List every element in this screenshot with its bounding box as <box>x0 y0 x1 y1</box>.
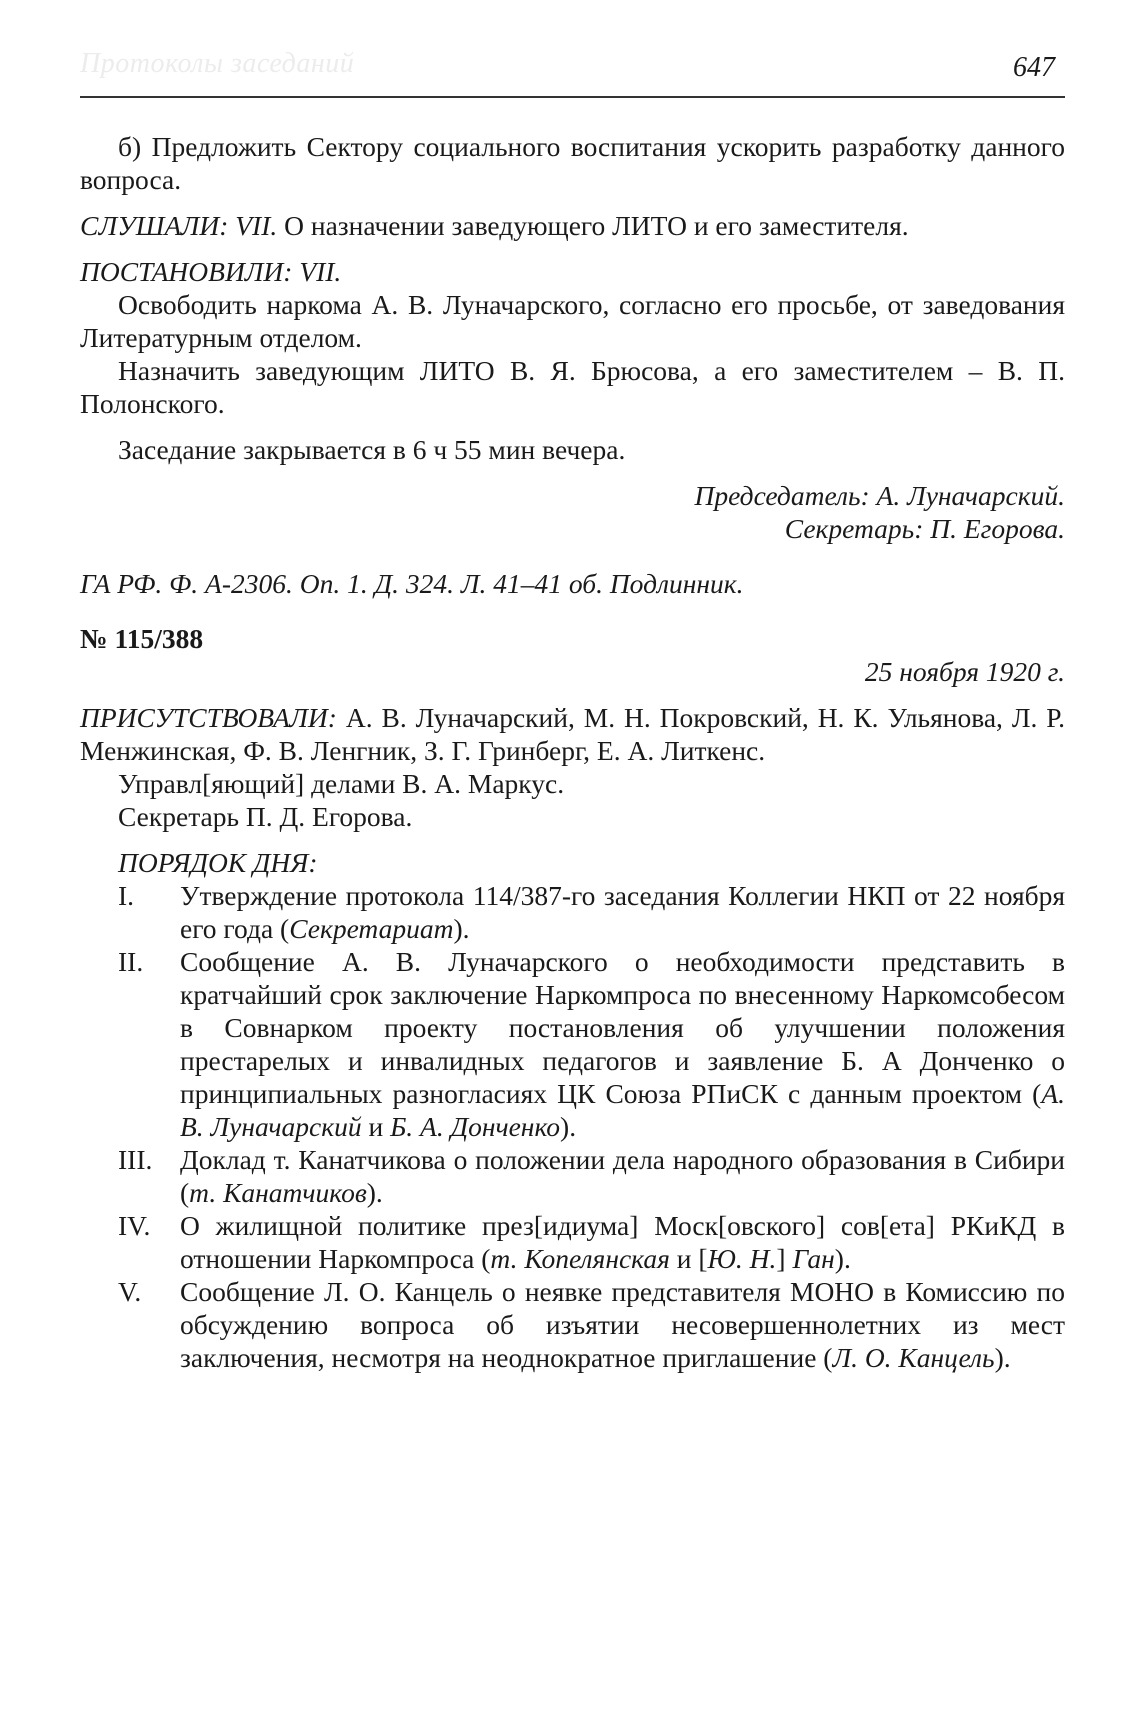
page-body <box>80 130 1065 1374</box>
secretary-signature: Секретарь: П. Егорова. <box>784 513 1065 544</box>
document-page <box>80 0 1065 1723</box>
header-rule <box>80 96 1065 98</box>
present-text: А. В. Луначарский, М. Н. Покровский, Н. К. Ульянова, Л. Р. Менжинская, Ф. В. Ленгник, З. Г. Гринберг, Е. А. Литкенс. <box>80 702 1065 766</box>
agenda-text: Сообщение Л. О. Канцель о неявке представителя МОНО в Комиссию по обсуждению вопроса об изъятии несовершеннолетних из мест заключения, несмотря на неоднократное приглашение (Л. О. Канцель). <box>180 1276 1065 1373</box>
agenda-number: IV. <box>118 1210 151 1241</box>
secretary-line: Секретарь П. Д. Егорова. <box>118 801 413 832</box>
agenda-label: ПОРЯДОК ДНЯ: <box>118 847 318 878</box>
agenda-item <box>80 945 1065 1143</box>
agenda-number: I. <box>118 880 135 911</box>
present-label: ПРИСУТСТВОВАЛИ: <box>80 702 337 733</box>
agenda-number: III. <box>118 1144 153 1175</box>
decided-paragraph-1: Освободить наркома А. В. Луначарского, согласно его просьбе, от заведования Литературным отделом. <box>80 289 1065 353</box>
document-date: 25 ноября 1920 г. <box>864 656 1065 687</box>
item-b-paragraph: б) Предложить Сектору социального воспитания ускорить разработку данного вопроса. <box>80 131 1065 195</box>
agenda-number: V. <box>118 1276 142 1307</box>
heard-vii <box>80 209 1065 242</box>
agenda-text: Доклад т. Канатчикова о положении дела народного образования в Сибири (т. Канатчиков). <box>180 1144 1065 1208</box>
chair-signature: Председатель: А. Луначарский. <box>694 480 1065 511</box>
decided-paragraph-2: Назначить заведующим ЛИТО В. Я. Брюсова, а его заместителем – В. П. Полонского. <box>80 355 1065 419</box>
agenda-item <box>80 879 1065 945</box>
agenda-text: Утверждение протокола 114/387-го заседания Коллегии НКП от 22 ноября его года (Секретариат). <box>180 880 1065 944</box>
agenda-item <box>80 1275 1065 1374</box>
agenda-number: II. <box>118 946 144 977</box>
agenda-item <box>80 1143 1065 1209</box>
agenda-item <box>80 1209 1065 1275</box>
page-number: 647 <box>1013 52 1055 83</box>
agenda-text: О жилищной политике през[идиума] Моск[овского] сов[ета] РКиКД в отношении Наркомпроса (т. Копелянская и [Ю. Н.] Ган). <box>180 1210 1065 1274</box>
closing-line: Заседание закрывается в 6 ч 55 мин вечера. <box>118 434 626 465</box>
running-title: Протоколы заседаний <box>80 48 355 79</box>
heard-text: О назначении заведующего ЛИТО и его заместителя. <box>277 210 909 241</box>
manager-line: Управл[яющий] делами В. А. Маркус. <box>118 768 565 799</box>
document-number: № 115/388 <box>80 623 204 654</box>
heard-label: СЛУШАЛИ: VII. <box>80 210 278 241</box>
agenda-text: Сообщение А. В. Луначарского о необходимости представить в кратчайший срок заключение Наркомпроса по внесенному Наркомсобесом в Совнарком проекту постановления об улучшении положения престарелых и инвалидных педагогов и заявление Б. А Донченко о принципиальных разногласиях ЦК Союза РПиСК с данным проектом (А. В. Луначарский и Б. А. Донченко). <box>180 946 1065 1142</box>
archive-source: ГА РФ. Ф. А-2306. Оп. 1. Д. 324. Л. 41–41 об. Подлинник. <box>80 568 744 599</box>
decided-label: ПОСТАНОВИЛИ: VII. <box>80 256 342 287</box>
present-paragraph <box>80 701 1065 767</box>
